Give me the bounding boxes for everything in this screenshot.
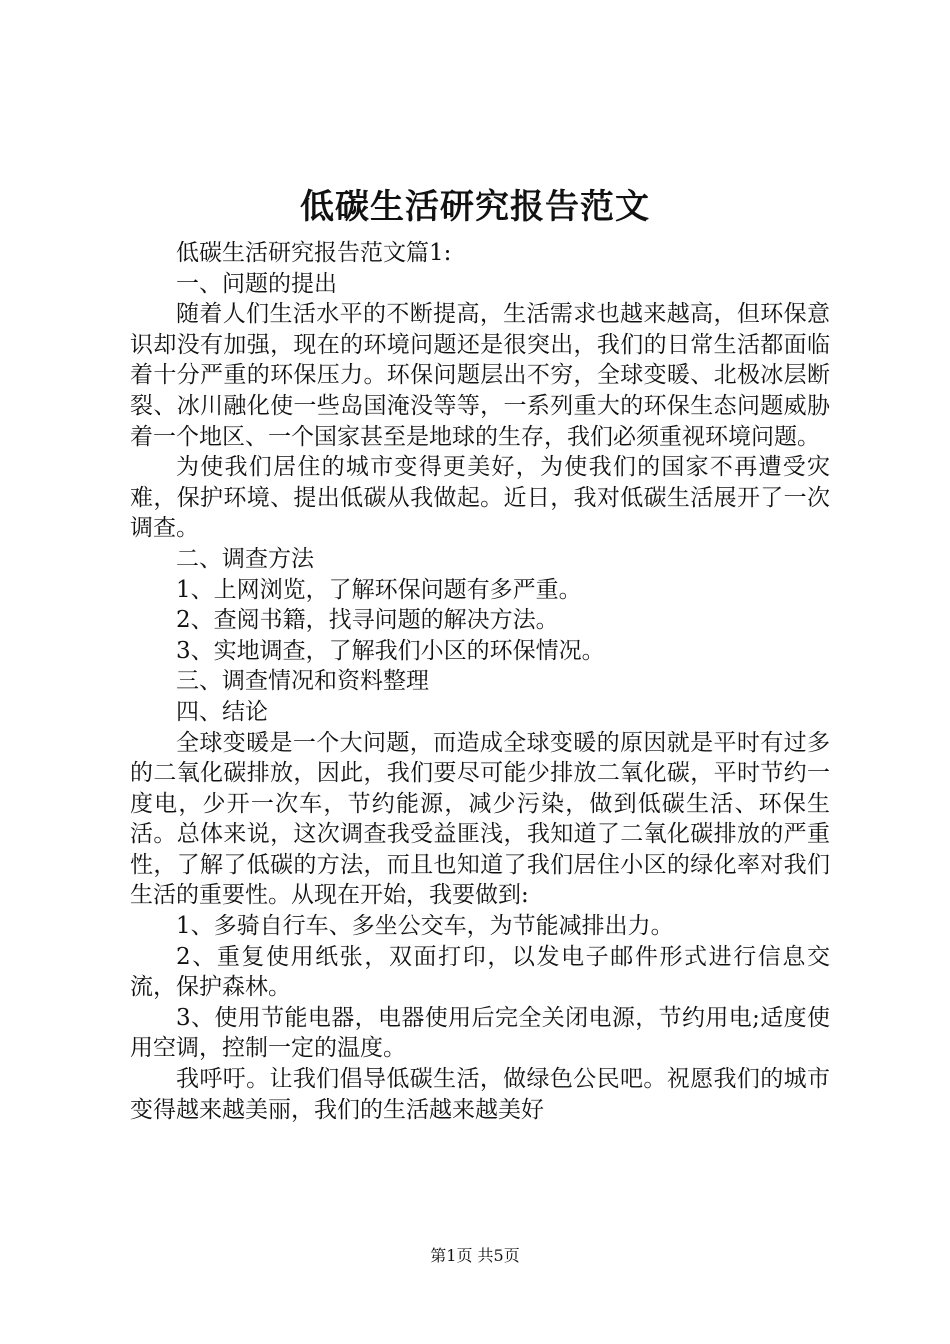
heading-conclusion: 四、结论: [176, 698, 268, 725]
method-item-3: 3、实地调查，了解我们小区的环保情况。: [176, 637, 605, 664]
action-item-3: 3、使用节能电器，电器使用后完全关闭电源，节约用电;适度使用空调，控制一定的温度。: [130, 1004, 830, 1062]
section-intro-line: 低碳生活研究报告范文篇1:: [176, 240, 452, 266]
document-title: 低碳生活研究报告范文: [300, 187, 650, 227]
page-number-footer: 第1页 共5页: [430, 1246, 520, 1265]
action-item-1: 1、多骑自行车、多坐公交车，为节能减排出力。: [176, 913, 674, 940]
heading-method: 二、调查方法: [176, 545, 314, 572]
document-body: [130, 238, 830, 1125]
heading-problem: 一、问题的提出: [176, 270, 337, 297]
paragraph-problem-1: 随着人们生活水平的不断提高，生活需求也越来越高，但环保意识却没有加强，现在的环境问题还是很突出，我们的日常生活都面临着十分严重的环保压力。环保问题层出不穷，全球变暖、北极冰层断裂、冰川融化使一些岛国淹没等等，一系列重大的环保生态问题威胁着一个地区、一个国家甚至是地球的生存，我们必须重视环境问题。: [130, 301, 830, 450]
method-item-2: 2、查阅书籍，找寻问题的解决方法。: [176, 607, 559, 634]
method-item-1: 1、上网浏览，了解环保问题有多严重。: [176, 576, 582, 603]
action-item-2: 2、重复使用纸张，双面打印，以发电子邮件形式进行信息交流，保护森林。: [130, 943, 830, 1001]
heading-findings: 三、调查情况和资料整理: [176, 668, 429, 695]
paragraph-appeal: 我呼吁。让我们倡导低碳生活，做绿色公民吧。祝愿我们的城市变得越来越美丽，我们的生活越来越美好: [130, 1066, 830, 1123]
paragraph-problem-2: 为使我们居住的城市变得更美好，为使我们的国家不再遭受灾难，保护环境、提出低碳从我做起。近日，我对低碳生活展开了一次调查。: [130, 454, 830, 542]
paragraph-conclusion: 全球变暖是一个大问题，而造成全球变暖的原因就是平时有过多的二氧化碳排放，因此，我们要尽可能少排放二氧化碳，平时节约一度电，少开一次车，节约能源，减少污染，做到低碳生活、环保生活。总体来说，这次调查我受益匪浅，我知道了二氧化碳排放的严重性，了解了低碳的方法，而且也知道了我们居住小区的绿化率对我们生活的重要性。从现在开始，我要做到:: [130, 729, 830, 909]
